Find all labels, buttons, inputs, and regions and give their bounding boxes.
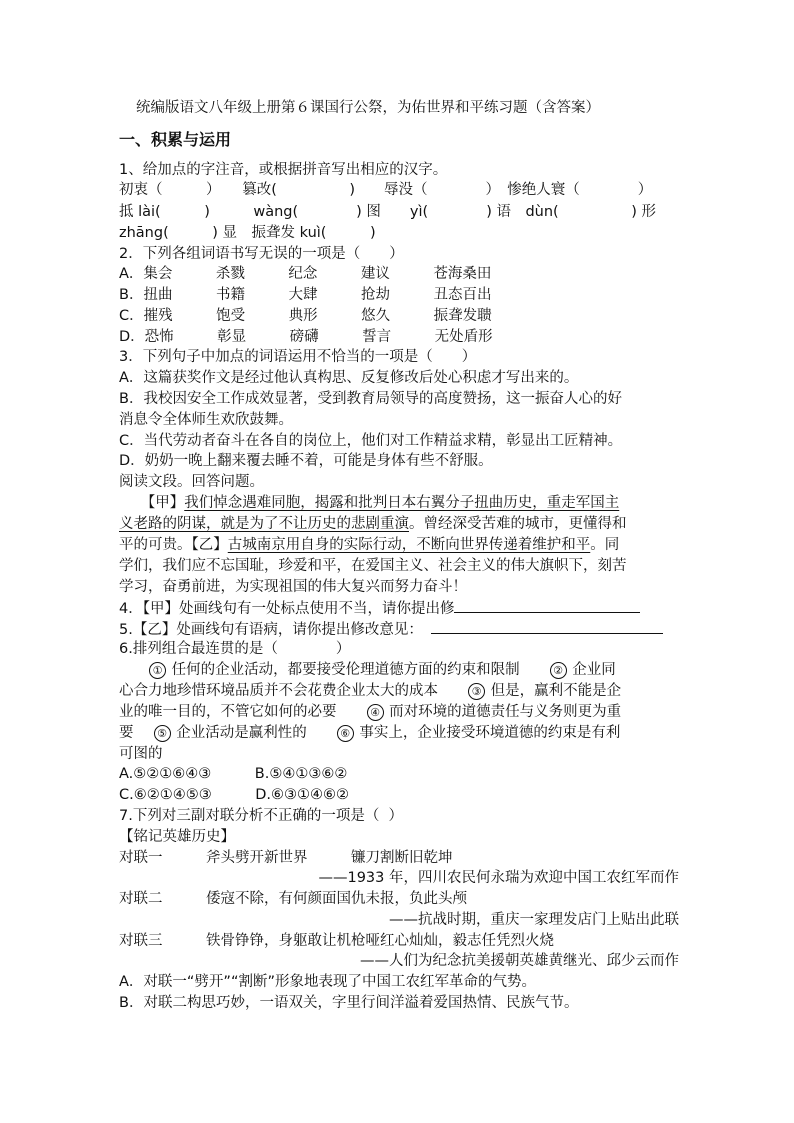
q1-row3: zhāng( ) 显 振聋发 kuì( ) bbox=[119, 225, 376, 241]
passage-line-4: 学们，我们应不忘国耻，珍爱和平，在爱国主义、社会主义的伟大旗帜下，刻苦 bbox=[119, 558, 627, 574]
sentence-marker-2: ② bbox=[550, 662, 567, 679]
q1-stem: 1、给加点的字注音，或根据拼音写出相应的汉字。 bbox=[119, 162, 448, 178]
q7-option-a: A．对联一“劈开”“割断”形象地表现了中国工农红军革命的气势。 bbox=[119, 974, 536, 990]
q4-stem: 4．【甲】处画线句有一处标点使用不当，请你提出修 bbox=[119, 601, 455, 617]
q3-option-b-cont: 消息令全体师生欢欣鼓舞。 bbox=[119, 412, 293, 428]
q2-option-d: D．恐怖 彰显 磅礴 誓言 无处盾形 bbox=[119, 329, 493, 345]
q6-line-3 bbox=[119, 703, 679, 722]
q2-stem: 2．下列各组词语书写无误的一项是（ ） bbox=[119, 246, 404, 262]
q6-option-a: A.⑤②①⑥④③ bbox=[119, 766, 212, 782]
q6-option-c: C.⑥②①④⑤③ bbox=[119, 787, 212, 803]
q6-options-ab bbox=[119, 765, 679, 784]
q6-options-cd bbox=[119, 786, 679, 805]
q7-option-b: B．对联二构思巧妙，一语双关，字里行间洋溢着爱国热情、民族气节。 bbox=[119, 995, 579, 1011]
q1-row1: 初衷（ ） 篡改( ) 辱没（ ） 惨绝人寰（ ） bbox=[119, 182, 653, 198]
sentence-marker-3: ③ bbox=[468, 683, 485, 700]
q6-sentence-5: 企业活动是赢利性的 bbox=[176, 725, 307, 741]
passage-line-2 bbox=[119, 515, 679, 534]
q6-sentence-6: 事实上，企业接受环境道德的约束是有利 bbox=[359, 725, 621, 741]
q6-stem: 6.排列组合最连贯的是（ ） bbox=[119, 641, 351, 657]
q6-sentence-3: 但是，赢利不能是企 bbox=[490, 683, 622, 699]
passage-text: 。同 bbox=[590, 537, 620, 553]
q6-line-4 bbox=[119, 724, 679, 743]
q5-stem: 5.【乙】处画线句有语病，请你提出修改意见： bbox=[119, 622, 423, 638]
passage-label-yi: 平的可贵。【乙】 bbox=[119, 537, 228, 553]
q1-row2: 抵 lài( ) wàng( ) 图 yì( ) 语 dùn( ) 形 bbox=[119, 204, 656, 220]
couplet-2-source: ——抗战时期，重庆一家理发店门上贴出此联 bbox=[389, 912, 679, 928]
q3-option-c: C．当代劳动者奋斗在各自的岗位上，他们对工作精益求精，彰显出工匠精神。 bbox=[119, 433, 623, 449]
q7-heading: 【铭记英雄历史】 bbox=[119, 829, 235, 845]
document-title: 统编版语文八年级上册第６课国行公祭，为佑世界和平练习题（含答案） bbox=[136, 100, 600, 116]
couplet-3-text: 铁骨铮铮，身躯敢让机枪哑红心灿灿，毅志任凭烈火烧 bbox=[206, 933, 554, 949]
q2-option-c: C．摧残 饱受 典形 悠久 振聋发聩 bbox=[119, 308, 492, 324]
q6-sentence-4: 而对环境的道德责任与义务则更为重 bbox=[389, 704, 622, 720]
q6-sentence-2-cont: 心合力地珍惜环境品质并不会花费企业太大的成本 bbox=[119, 683, 438, 699]
q6-line-5: 可图的 bbox=[119, 746, 163, 762]
q3-option-b: B．我校因安全工作成效显著，受到教育局领导的高度赞扬，这一振奋人心的好 bbox=[119, 391, 622, 407]
q3-option-d: D．奶奶一晚上翻来覆去睡不着，可能是身体有些不舒服。 bbox=[119, 453, 493, 469]
sentence-marker-4: ④ bbox=[367, 704, 384, 721]
passage-label-jia: 【甲】 bbox=[119, 495, 185, 511]
q3-option-a: A．这篇获奖作文是经过他认真构思、反复修改后处心积虑才写出来的。 bbox=[119, 370, 579, 386]
sentence-marker-6: ⑥ bbox=[337, 725, 354, 742]
sentence-marker-5: ⑤ bbox=[154, 725, 171, 742]
q6-option-d: D.⑥③①④⑥② bbox=[255, 787, 350, 803]
passage-line-1 bbox=[119, 494, 679, 513]
passage-underline-jia-2: 义老路的阴谋，就是为了不让历史的悲剧重演 bbox=[119, 516, 409, 532]
passage-underline-yi: 古城南京用自身的实际行动，不断向世界传递着维护和平 bbox=[227, 537, 591, 553]
q2-option-b: B．扭曲 书籍 大肆 抢劫 丑态百出 bbox=[119, 287, 492, 303]
passage-text: 。曾经深受苦难的城市，更懂得和 bbox=[409, 516, 627, 532]
q6-sentence-2: 企业同 bbox=[572, 662, 616, 678]
couplet-2-text: 倭寇不除，有何颜面国仇未报，负此头颅 bbox=[206, 891, 467, 907]
q6-option-b: B.⑤④①③⑥② bbox=[254, 766, 348, 782]
q2-option-a: A．集会 杀戮 纪念 建议 苍海桑田 bbox=[119, 266, 492, 282]
couplet-2 bbox=[119, 890, 679, 909]
passage-underline-jia-1: 我们悼念遇难同胞，揭露和批判日本右翼分子扭曲历史，重走军国主 bbox=[184, 495, 620, 511]
q6-sentence-1: 任何的企业活动，都要接受伦理道德方面的约束和限制 bbox=[171, 662, 520, 678]
couplet-1-source: ——1933 年，四川农民何永瑞为欢迎中国工农红军而作 bbox=[318, 870, 679, 886]
passage-line-5: 学习，奋勇前进，为实现祖国的伟大复兴而努力奋斗！ bbox=[119, 579, 467, 595]
q5-line bbox=[119, 619, 679, 640]
q6-sentence-4-cont: 要 bbox=[119, 725, 134, 741]
section-heading: 一、积累与运用 bbox=[119, 130, 232, 149]
couplet-3-source: ——人们为纪念抗美援朝英雄黄继光、邱少云而作 bbox=[360, 953, 679, 969]
q6-sentence-3-cont: 业的唯一目的，不管它如何的必要 bbox=[119, 704, 337, 720]
couplet-1-text: 斧头劈开新世界 镰刀割断旧乾坤 bbox=[206, 850, 453, 866]
q7-stem: 7.下列对三副对联分析不正确的一项是（ ） bbox=[119, 808, 404, 824]
q4-answer-blank[interactable] bbox=[454, 598, 640, 613]
couplet-1-label: 对联一 bbox=[119, 850, 163, 866]
q5-answer-blank[interactable] bbox=[431, 619, 663, 634]
reading-intro: 阅读文段。回答问题。 bbox=[119, 474, 264, 490]
passage-line-3 bbox=[119, 536, 679, 555]
couplet-2-label: 对联二 bbox=[119, 891, 163, 907]
sentence-marker-1: ① bbox=[149, 662, 166, 679]
couplet-3 bbox=[119, 932, 679, 951]
q4-line bbox=[119, 598, 679, 619]
couplet-1 bbox=[119, 849, 679, 868]
q6-line-1 bbox=[119, 661, 679, 680]
couplet-3-label: 对联三 bbox=[119, 933, 163, 949]
q3-stem: 3．下列句子中加点的词语运用不恰当的一项是（ ） bbox=[119, 349, 477, 365]
q6-line-2 bbox=[119, 682, 679, 701]
